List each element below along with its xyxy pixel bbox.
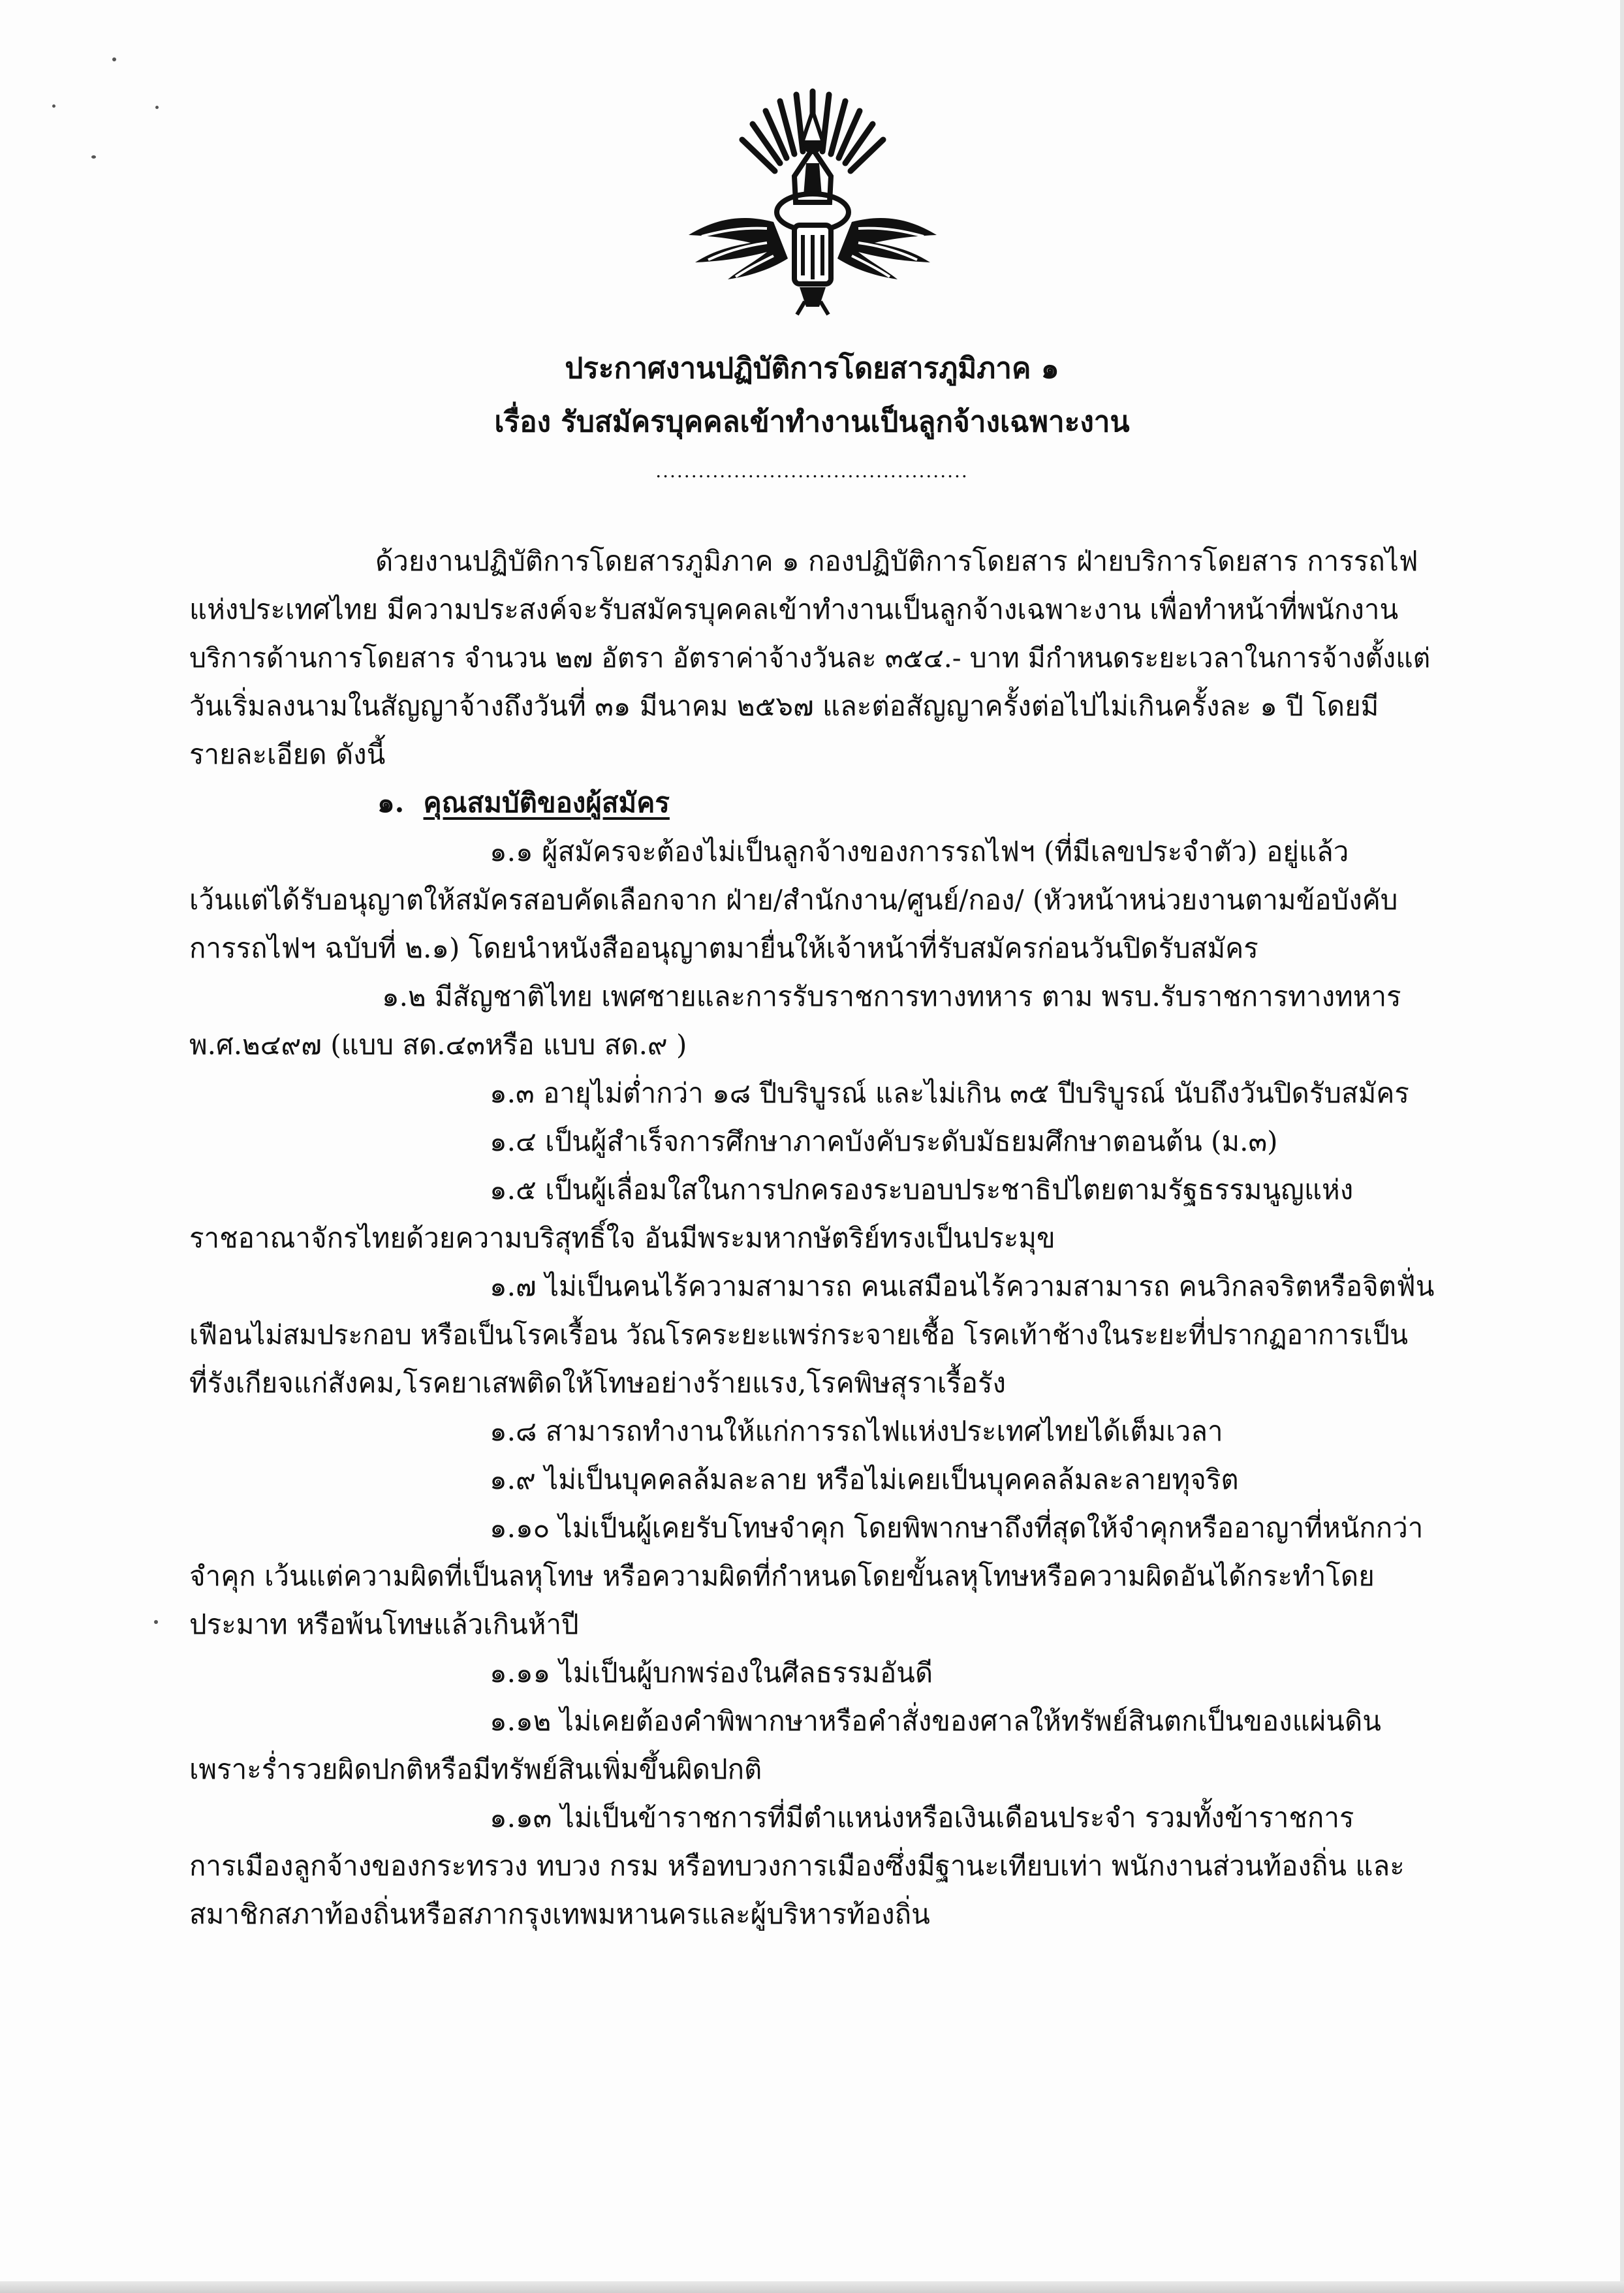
qualification-line: ๑.๑๑ ไม่เป็นผู้บกพร่องในศีลธรรมอันดี	[490, 1657, 933, 1689]
scan-speck	[112, 57, 116, 61]
section-number: ๑.	[377, 787, 405, 819]
qualification-line: สมาชิกสภาท้องถิ่นหรือสภากรุงเทพมหานครและผู้บริหารท้องถิ่น	[189, 1898, 930, 1930]
intro-line: รายละเอียด ดังนี้	[189, 738, 386, 770]
qualification-line: จำคุก เว้นแต่ความผิดที่เป็นลหุโทษ หรือความผิดที่กำหนดโดยขั้นลหุโทษหรือความผิดอันได้กระทำโดย	[189, 1560, 1375, 1592]
announcement-title: ประกาศงานปฏิบัติการโดยสารภูมิภาค ๑	[565, 352, 1059, 385]
qualification-line: เว้นแต่ได้รับอนุญาตให้สมัครสอบคัดเลือกจาก ฝ่าย/สำนักงาน/ศูนย์/กอง/ (หัวหน้าหน่วยงานตามข้อบังคับ	[189, 884, 1398, 916]
scan-border	[1620, 0, 1624, 2293]
qualification-line: ๑.๑๒ ไม่เคยต้องคำพิพากษาหรือคำสั่งของศาลให้ทรัพย์สินตกเป็นของแผ่นดิน	[490, 1705, 1381, 1737]
qualification-line: ที่รังเกียจแก่สังคม,โรคยาเสพติดให้โทษอย่างร้ายแรง,โรคพิษสุราเรื้อรัง	[189, 1367, 1007, 1399]
qualification-line: ๑.๕ เป็นผู้เลื่อมใสในการปกครองระบอบประชาธิปไตยตามรัฐธรรมนูญแห่ง	[490, 1174, 1354, 1206]
scan-border	[0, 2281, 1624, 2293]
separator-dots: ............................................	[655, 460, 969, 482]
qualification-line: ราชอาณาจักรไทยด้วยความบริสุทธิ์ใจ อันมีพระมหากษัตริย์ทรงเป็นประมุข	[189, 1222, 1055, 1254]
qualification-line: เพราะร่ำรวยผิดปกติหรือมีทรัพย์สินเพิ่มขึ้นผิดปกติ	[189, 1753, 762, 1785]
scan-speck	[155, 106, 159, 109]
announcement-subject: เรื่อง รับสมัครบุคคลเข้าทำงานเป็นลูกจ้างเฉพาะงาน	[494, 405, 1130, 439]
section-title: คุณสมบัติของผู้สมัคร	[423, 787, 670, 819]
intro-line: แห่งประเทศไทย มีความประสงค์จะรับสมัครบุคคลเข้าทำงานเป็นลูกจ้างเฉพาะงาน เพื่อทำหน้าที่พนักงาน	[189, 593, 1399, 625]
qualification-line: ๑.๑๓ ไม่เป็นข้าราชการที่มีตำแหน่งหรือเงินเดือนประจำ รวมทั้งข้าราชการ	[490, 1802, 1354, 1833]
qualification-line: ๑.๘ สามารถทำงานให้แก่การรถไฟแห่งประเทศไทยได้เต็มเวลา	[490, 1415, 1223, 1447]
qualification-line: ๑.๙ ไม่เป็นบุคคลล้มละลาย หรือไม่เคยเป็นบุคคลล้มละลายทุจริต	[490, 1463, 1239, 1495]
intro-line: วันเริ่มลงนามในสัญญาจ้างถึงวันที่ ๓๑ มีนาคม ๒๕๖๗ และต่อสัญญาครั้งต่อไปไม่เกินครั้งละ ๑ ปี โดยมี	[189, 690, 1379, 722]
qualification-line: ๑.๑๐ ไม่เป็นผู้เคยรับโทษจำคุก โดยพิพากษาถึงที่สุดให้จำคุกหรืออาญาที่หนักกว่า	[490, 1512, 1424, 1544]
qualification-line: ๑.๒ มีสัญชาติไทย เพศชายและการรับราชการทางทหาร ตาม พรบ.รับราชการทางทหาร	[382, 980, 1401, 1012]
intro-line: บริการด้านการโดยสาร จำนวน ๒๗ อัตรา อัตราค่าจ้างวันละ ๓๕๔.- บาท มีกำหนดระยะเวลาในการจ้างตั้งแต่	[189, 642, 1431, 674]
qualification-line: เฟือนไม่สมประกอบ หรือเป็นโรคเรื้อน วัณโรคระยะแพร่กระจายเชื้อ โรคเท้าช้างในระยะที่ปรากฏอาการเป็น	[189, 1319, 1408, 1350]
scan-speck	[52, 104, 55, 108]
qualification-line: การรถไฟฯ ฉบับที่ ๒.๑) โดยนำหนังสืออนุญาตมายื่นให้เจ้าหน้าที่รับสมัครก่อนวันปิดรับสมัคร	[189, 932, 1258, 964]
qualification-line: ๑.๓ อายุไม่ต่ำกว่า ๑๘ ปีบริบูรณ์ และไม่เกิน ๓๕ ปีบริบูรณ์ นับถึงวันปิดรับสมัคร	[490, 1077, 1409, 1109]
qualification-line: ประมาท หรือพ้นโทษแล้วเกินห้าปี	[189, 1608, 579, 1640]
qualification-line: ๑.๗ ไม่เป็นคนไร้ความสามารถ คนเสมือนไร้ความสามารถ คนวิกลจริตหรือจิตฟั่น	[490, 1270, 1435, 1302]
intro-line: ด้วยงานปฏิบัติการโดยสารภูมิภาค ๑ กองปฏิบัติการโดยสาร ฝ่ายบริการโดยสาร การรถไฟ	[375, 545, 1418, 577]
qualification-line: พ.ศ.๒๔๙๗ (แบบ สด.๔๓หรือ แบบ สด.๙ )	[189, 1029, 687, 1061]
state-railway-emblem-icon	[676, 72, 950, 320]
qualification-line: การเมืองลูกจ้างของกระทรวง ทบวง กรม หรือทบวงการเมืองซึ่งมีฐานะเทียบเท่า พนักงานส่วนท้องถิ่น และ	[189, 1850, 1405, 1882]
scan-speck	[154, 1620, 158, 1624]
qualification-line: ๑.๑ ผู้สมัครจะต้องไม่เป็นลูกจ้างของการรถไฟฯ (ที่มีเลขประจำตัว) อยู่แล้ว	[490, 835, 1349, 867]
qualification-line: ๑.๔ เป็นผู้สำเร็จการศึกษาภาคบังคับระดับมัธยมศึกษาตอนต้น (ม.๓)	[490, 1125, 1278, 1157]
section-heading	[377, 785, 670, 821]
scan-speck	[91, 155, 96, 159]
